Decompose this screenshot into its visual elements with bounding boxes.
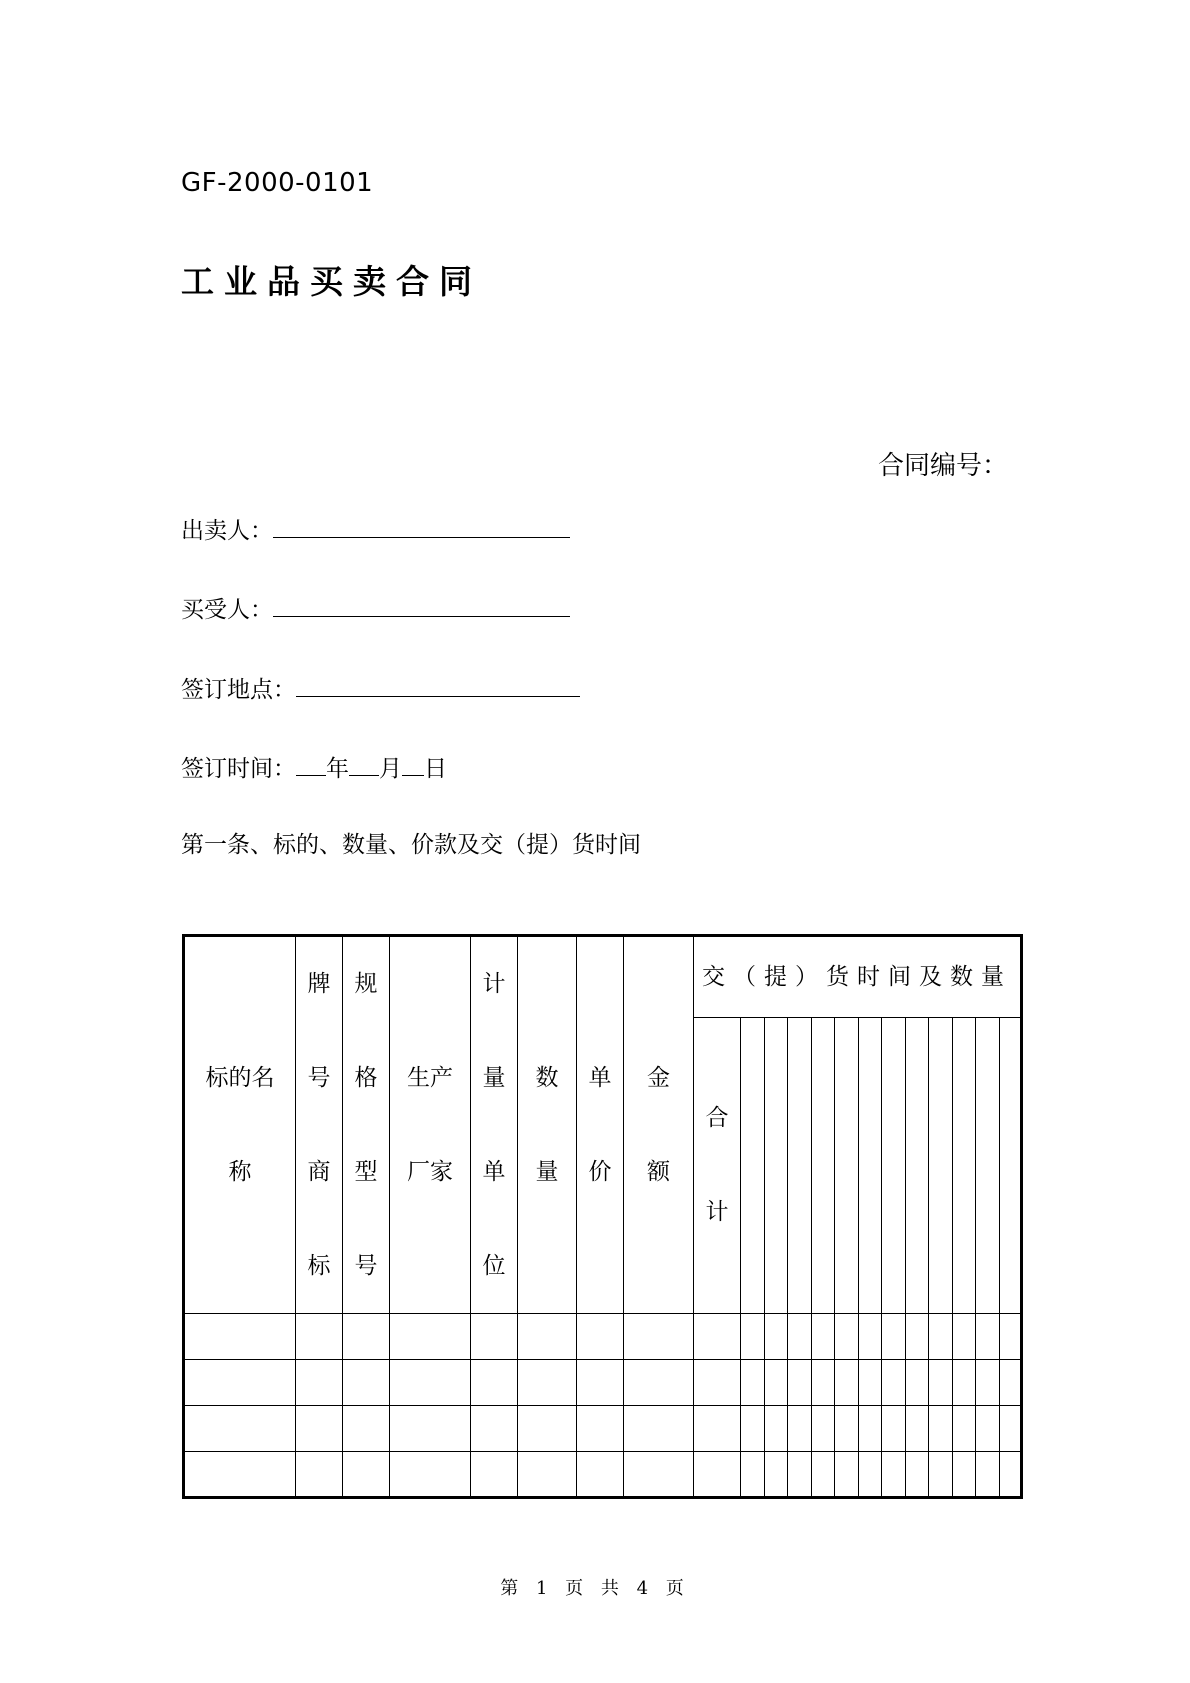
table-cell[interactable] bbox=[906, 1406, 929, 1452]
header-manufacturer: 生产 厂家 bbox=[390, 936, 471, 1314]
signing-time-field bbox=[181, 750, 447, 783]
table-cell[interactable] bbox=[184, 1360, 296, 1406]
delivery-slot-header bbox=[812, 1017, 835, 1313]
table-cell[interactable] bbox=[976, 1314, 1000, 1360]
table-cell[interactable] bbox=[518, 1360, 577, 1406]
table-cell[interactable] bbox=[343, 1406, 390, 1452]
table-cell[interactable] bbox=[296, 1406, 343, 1452]
header-delivery-time-quantity: 交（提）货时间及数量 bbox=[694, 936, 1022, 1018]
table-cell[interactable] bbox=[343, 1452, 390, 1498]
table-cell[interactable] bbox=[1000, 1360, 1022, 1406]
table-cell[interactable] bbox=[976, 1452, 1000, 1498]
contract-number-label: 合同编号： bbox=[878, 451, 1009, 481]
table-cell[interactable] bbox=[788, 1406, 812, 1452]
table-cell[interactable] bbox=[184, 1314, 296, 1360]
table-cell[interactable] bbox=[835, 1452, 859, 1498]
table-cell[interactable] bbox=[953, 1314, 976, 1360]
seller-field bbox=[181, 512, 570, 545]
table-cell[interactable] bbox=[835, 1406, 859, 1452]
table-cell[interactable] bbox=[741, 1360, 765, 1406]
table-cell[interactable] bbox=[184, 1406, 296, 1452]
table-cell[interactable] bbox=[882, 1452, 906, 1498]
delivery-slot-header bbox=[859, 1017, 882, 1313]
header-amount: 金 额 bbox=[624, 936, 694, 1314]
table-cell[interactable] bbox=[390, 1360, 471, 1406]
header-spec: 规 格 型 号 bbox=[343, 936, 390, 1314]
table-cell[interactable] bbox=[343, 1360, 390, 1406]
table-cell[interactable] bbox=[929, 1452, 953, 1498]
table-cell[interactable] bbox=[859, 1452, 882, 1498]
table-cell[interactable] bbox=[518, 1452, 577, 1498]
page-footer: 第 1 页 共 4 页 bbox=[500, 1578, 690, 1599]
table-cell[interactable] bbox=[624, 1406, 694, 1452]
table-cell[interactable] bbox=[741, 1452, 765, 1498]
table-cell[interactable] bbox=[788, 1360, 812, 1406]
table-cell[interactable] bbox=[953, 1452, 976, 1498]
document-title: 工业品买卖合同 bbox=[181, 262, 482, 301]
table-cell[interactable] bbox=[765, 1314, 788, 1360]
table-cell[interactable] bbox=[577, 1406, 624, 1452]
delivery-slot-header bbox=[882, 1017, 906, 1313]
table-cell[interactable] bbox=[296, 1452, 343, 1498]
table-cell[interactable] bbox=[471, 1314, 518, 1360]
delivery-slot-header bbox=[929, 1017, 953, 1313]
table-cell[interactable] bbox=[624, 1452, 694, 1498]
table-cell[interactable] bbox=[1000, 1314, 1022, 1360]
table-cell[interactable] bbox=[882, 1406, 906, 1452]
header-unit-price: 单 价 bbox=[577, 936, 624, 1314]
table-cell[interactable] bbox=[812, 1406, 835, 1452]
table-cell[interactable] bbox=[812, 1314, 835, 1360]
header-unit: 计 量 单 位 bbox=[471, 936, 518, 1314]
table-cell[interactable] bbox=[296, 1314, 343, 1360]
section-1-heading: 第一条、标的、数量、价款及交（提）货时间 bbox=[181, 832, 641, 858]
table-cell[interactable] bbox=[1000, 1406, 1022, 1452]
table-cell[interactable] bbox=[906, 1314, 929, 1360]
table-row bbox=[184, 1360, 1022, 1406]
header-subject-name: 标的名 称 bbox=[184, 936, 296, 1314]
table-cell[interactable] bbox=[1000, 1452, 1022, 1498]
delivery-slot-header bbox=[953, 1017, 976, 1313]
table-cell[interactable] bbox=[859, 1406, 882, 1452]
table-cell[interactable] bbox=[390, 1452, 471, 1498]
header-brand: 牌 号 商 标 bbox=[296, 936, 343, 1314]
table-cell[interactable] bbox=[882, 1314, 906, 1360]
place-label: 签订地点： bbox=[181, 677, 296, 703]
day-blank[interactable] bbox=[402, 753, 424, 776]
table-cell[interactable] bbox=[976, 1360, 1000, 1406]
table-cell[interactable] bbox=[953, 1406, 976, 1452]
table-cell[interactable] bbox=[765, 1360, 788, 1406]
table-cell[interactable] bbox=[577, 1314, 624, 1360]
table-cell[interactable] bbox=[929, 1406, 953, 1452]
table-cell[interactable] bbox=[765, 1452, 788, 1498]
table-cell[interactable] bbox=[835, 1314, 859, 1360]
table-cell[interactable] bbox=[471, 1452, 518, 1498]
table-cell[interactable] bbox=[518, 1406, 577, 1452]
table-cell[interactable] bbox=[624, 1360, 694, 1406]
header-total: 合 计 bbox=[694, 1017, 741, 1313]
table-cell[interactable] bbox=[390, 1314, 471, 1360]
buyer-label: 买受人： bbox=[181, 597, 273, 623]
seller-blank[interactable] bbox=[273, 515, 570, 538]
seller-label: 出卖人： bbox=[181, 518, 273, 544]
table-cell[interactable] bbox=[624, 1314, 694, 1360]
table-cell[interactable] bbox=[976, 1406, 1000, 1452]
table-cell[interactable] bbox=[859, 1314, 882, 1360]
table-row bbox=[184, 1314, 1022, 1360]
table-cell[interactable] bbox=[471, 1360, 518, 1406]
header-quantity: 数 量 bbox=[518, 936, 577, 1314]
table-cell[interactable] bbox=[953, 1360, 976, 1406]
month-blank[interactable] bbox=[349, 753, 379, 776]
delivery-slot-header bbox=[835, 1017, 859, 1313]
table-row bbox=[184, 1452, 1022, 1498]
year-label: 年 bbox=[326, 756, 349, 782]
table-cell[interactable] bbox=[694, 1452, 741, 1498]
table-cell[interactable] bbox=[765, 1406, 788, 1452]
table-cell[interactable] bbox=[929, 1360, 953, 1406]
table-cell[interactable] bbox=[859, 1360, 882, 1406]
delivery-slot-header bbox=[788, 1017, 812, 1313]
buyer-field bbox=[181, 591, 570, 624]
place-field bbox=[181, 671, 580, 704]
table-cell[interactable] bbox=[835, 1360, 859, 1406]
goods-table bbox=[182, 934, 1023, 1499]
table-cell[interactable] bbox=[296, 1360, 343, 1406]
table-cell[interactable] bbox=[929, 1314, 953, 1360]
table-cell[interactable] bbox=[694, 1406, 741, 1452]
goods-table-wrapper bbox=[182, 934, 1023, 1499]
table-cell[interactable] bbox=[694, 1360, 741, 1406]
table-cell[interactable] bbox=[343, 1314, 390, 1360]
delivery-slot-header bbox=[741, 1017, 765, 1313]
delivery-slot-header bbox=[906, 1017, 929, 1313]
table-cell[interactable] bbox=[184, 1452, 296, 1498]
table-cell[interactable] bbox=[694, 1314, 741, 1360]
day-label: 日 bbox=[424, 756, 447, 782]
table-cell[interactable] bbox=[812, 1360, 835, 1406]
year-blank[interactable] bbox=[296, 753, 326, 776]
table-cell[interactable] bbox=[812, 1452, 835, 1498]
table-row bbox=[184, 1406, 1022, 1452]
table-cell[interactable] bbox=[788, 1314, 812, 1360]
time-label: 签订时间： bbox=[181, 756, 296, 782]
delivery-slot-header bbox=[976, 1017, 1000, 1313]
document-code: GF-2000-0101 bbox=[181, 168, 374, 198]
delivery-slot-header bbox=[765, 1017, 788, 1313]
month-label: 月 bbox=[379, 756, 402, 782]
table-cell[interactable] bbox=[577, 1452, 624, 1498]
table-cell[interactable] bbox=[741, 1406, 765, 1452]
table-cell[interactable] bbox=[906, 1360, 929, 1406]
table-cell[interactable] bbox=[788, 1452, 812, 1498]
table-cell[interactable] bbox=[741, 1314, 765, 1360]
table-cell[interactable] bbox=[906, 1452, 929, 1498]
table-cell[interactable] bbox=[518, 1314, 577, 1360]
table-cell[interactable] bbox=[471, 1406, 518, 1452]
table-cell[interactable] bbox=[577, 1360, 624, 1406]
table-cell[interactable] bbox=[882, 1360, 906, 1406]
buyer-blank[interactable] bbox=[273, 594, 570, 617]
delivery-slot-header bbox=[1000, 1017, 1022, 1313]
place-blank[interactable] bbox=[296, 674, 580, 697]
table-cell[interactable] bbox=[390, 1406, 471, 1452]
